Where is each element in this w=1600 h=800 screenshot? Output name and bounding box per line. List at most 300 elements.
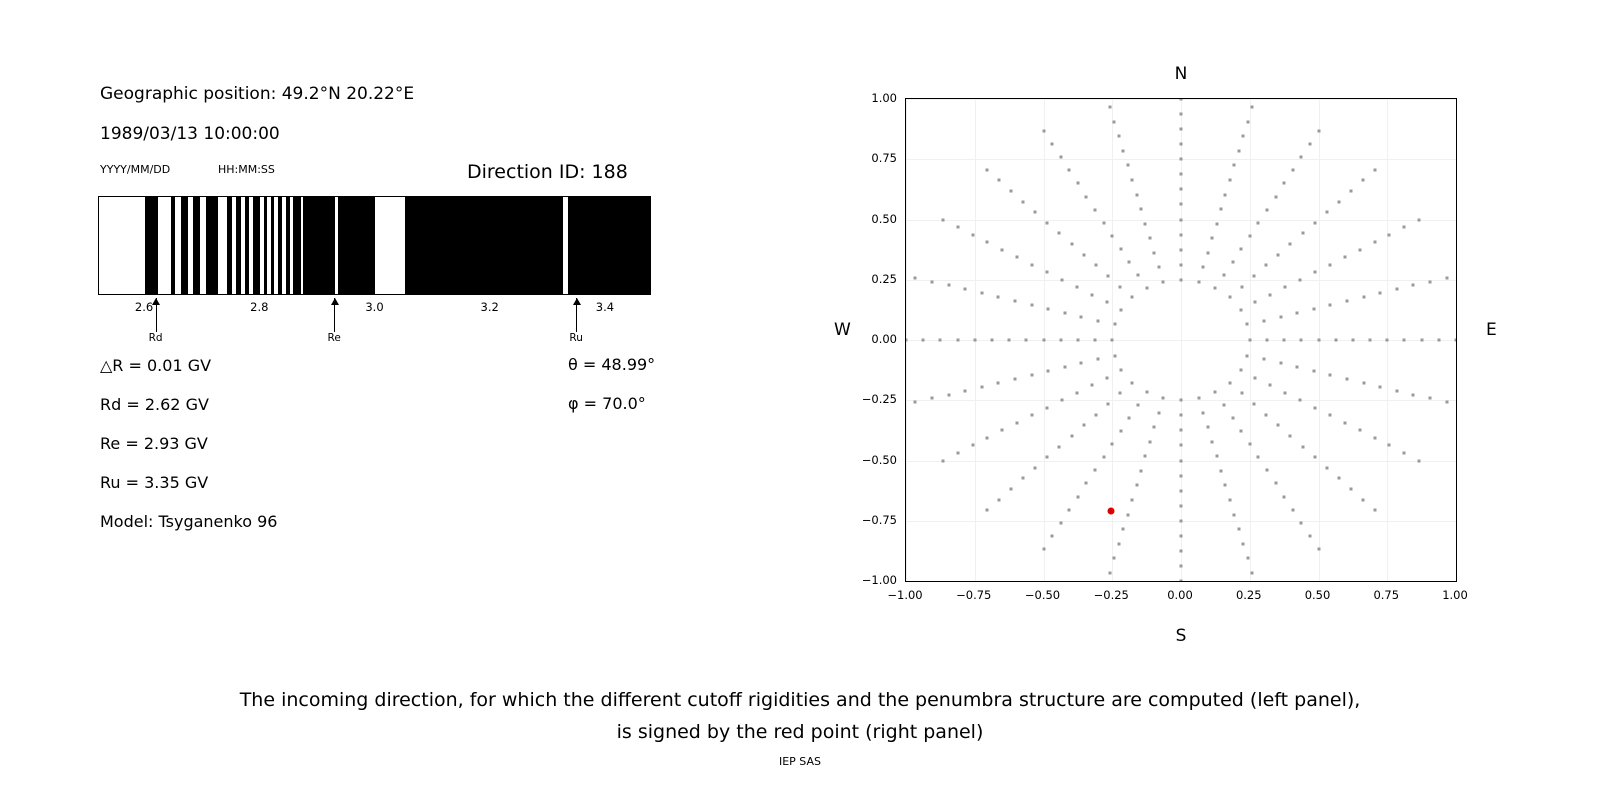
direction-point (1362, 296, 1365, 299)
direction-point (1300, 339, 1303, 342)
direction-point (1022, 477, 1025, 480)
direction-point (985, 509, 988, 512)
direction-point (973, 339, 976, 342)
x-tick-label: 0.75 (1373, 588, 1400, 602)
direction-point (1429, 397, 1432, 400)
direction-point (1025, 339, 1028, 342)
direction-point (941, 459, 944, 462)
y-tick-label: 0.25 (871, 271, 897, 286)
direction-point (1289, 243, 1292, 246)
direction-point (1060, 399, 1063, 402)
direction-point (1313, 271, 1316, 274)
direction-point (1102, 456, 1105, 459)
penumbra-band (206, 197, 218, 294)
direction-point (1180, 113, 1183, 116)
direction-point (939, 339, 942, 342)
penumbra-band (145, 197, 158, 294)
direction-point (1111, 339, 1114, 342)
direction-point (1131, 381, 1134, 384)
x-tick-label: −1.00 (887, 588, 923, 602)
direction-point (1206, 251, 1209, 254)
direction-point (1197, 397, 1200, 400)
direction-point (1263, 319, 1266, 322)
direction-point (980, 292, 983, 295)
direction-point (1085, 482, 1088, 485)
penumbra-band (253, 197, 260, 294)
penumbra-band (303, 197, 335, 294)
direction-point (1031, 414, 1034, 417)
direction-point (1214, 391, 1217, 394)
penumbra-band (271, 197, 274, 294)
direction-point (1231, 260, 1234, 263)
direction-point (1418, 218, 1421, 221)
direction-point (986, 436, 989, 439)
direction-point (1180, 549, 1183, 552)
direction-point (1317, 339, 1320, 342)
direction-point (1145, 391, 1148, 394)
direction-point (1231, 417, 1234, 420)
direction-point (1317, 547, 1320, 550)
direction-point (1180, 248, 1183, 251)
direction-point (1257, 221, 1260, 224)
direction-point (1131, 499, 1134, 502)
axis-label-south: S (1175, 626, 1187, 646)
direction-point (1337, 200, 1340, 203)
direction-point (1437, 339, 1440, 342)
x-tick-label: 0.50 (1304, 588, 1331, 602)
direction-point (1224, 193, 1227, 196)
direction-point (1197, 280, 1200, 283)
direction-point (1075, 391, 1078, 394)
direction-point (1362, 179, 1365, 182)
direction-point (1107, 275, 1110, 278)
direction-point (1228, 381, 1231, 384)
rd-value: Rd = 2.62 GV (100, 395, 209, 414)
direction-point (1162, 397, 1165, 400)
time-format-hint: HH:MM:SS (218, 163, 275, 176)
direction-point (1094, 208, 1097, 211)
direction-point (1126, 164, 1129, 167)
penumbra-tick-label: 3.4 (595, 300, 615, 314)
penumbra-marker-ru (576, 298, 577, 332)
direction-point (1042, 339, 1045, 342)
direction-point (1180, 504, 1183, 507)
direction-point (1265, 339, 1268, 342)
direction-point (1022, 200, 1025, 203)
direction-point (1135, 193, 1138, 196)
x-tick-label: 0.00 (1167, 588, 1193, 602)
direction-point (1117, 542, 1120, 545)
direction-point (1113, 557, 1116, 560)
direction-point (1126, 513, 1129, 516)
direction-point (1108, 106, 1111, 109)
direction-point (1080, 362, 1083, 365)
direction-point (1269, 384, 1272, 387)
direction-point (1030, 374, 1033, 377)
direction-point (990, 339, 993, 342)
direction-point (1284, 286, 1287, 289)
direction-point (930, 397, 933, 400)
direction-point (1144, 455, 1147, 458)
direction-point (1374, 509, 1377, 512)
y-tick-label: 0.00 (871, 332, 897, 346)
direction-point (1058, 232, 1061, 235)
direction-point (1059, 339, 1062, 342)
direction-point (1211, 440, 1214, 443)
direction-point (1240, 247, 1243, 250)
direction-point (997, 498, 1000, 501)
direction-point (1016, 256, 1019, 259)
direction-point (1180, 534, 1183, 537)
direction-point (1119, 247, 1122, 250)
direction-point (1328, 414, 1331, 417)
direction-point (1144, 222, 1147, 225)
direction-point (1135, 484, 1138, 487)
direction-point (1059, 521, 1062, 524)
gridline-horizontal (906, 581, 1456, 582)
penumbra-marker-re (334, 298, 335, 332)
direction-point (971, 444, 974, 447)
gridline-horizontal (906, 340, 1456, 341)
direction-point (1202, 411, 1205, 414)
direction-point (1107, 402, 1110, 405)
y-tick-label: −0.25 (861, 392, 897, 407)
direction-point (1240, 392, 1243, 395)
direction-id-label: Direction ID: 188 (467, 161, 628, 183)
direction-point (1237, 528, 1240, 531)
direction-point (1180, 143, 1183, 146)
x-tick-label: 1.00 (1442, 588, 1468, 602)
direction-point (1283, 182, 1286, 185)
direction-point (1080, 315, 1083, 318)
penumbra-tick-label: 3.0 (365, 300, 384, 314)
theta-value: θ = 48.99° (568, 355, 656, 374)
direction-point (1076, 339, 1079, 342)
direction-point (1031, 263, 1034, 266)
direction-point (1252, 275, 1255, 278)
direction-point (1180, 429, 1183, 432)
direction-point (1063, 311, 1066, 314)
direction-point (1128, 417, 1131, 420)
direction-point (1046, 221, 1049, 224)
axis-label-north: N (1174, 64, 1188, 84)
direction-point (1042, 547, 1045, 550)
direction-point (1009, 488, 1012, 491)
direction-point (1395, 389, 1398, 392)
direction-point (1313, 456, 1316, 459)
direction-point (1034, 466, 1037, 469)
penumbra-marker-label: Rd (148, 332, 163, 344)
direction-point (1139, 208, 1142, 211)
penumbra-marker-label: Re (327, 332, 341, 344)
direction-point (1220, 469, 1223, 472)
direction-point (1308, 143, 1311, 146)
direction-point (1254, 376, 1257, 379)
penumbra-band (245, 197, 250, 294)
direction-point (1180, 188, 1183, 191)
direction-point (1350, 488, 1353, 491)
x-tick-label: 0.25 (1235, 588, 1262, 602)
model-value: Model: Tsyganenko 96 (100, 512, 278, 531)
x-tick-label: −0.50 (1024, 588, 1061, 602)
direction-point (1329, 374, 1332, 377)
direction-point (1325, 211, 1328, 214)
direction-point (1047, 307, 1050, 310)
y-tick-label: −1.00 (861, 573, 897, 587)
direction-point (1445, 276, 1448, 279)
direction-point (1301, 445, 1304, 448)
direction-point (1291, 169, 1294, 172)
direction-point (985, 168, 988, 171)
direction-point (1046, 271, 1049, 274)
direction-point (1388, 444, 1391, 447)
direction-point (1240, 430, 1243, 433)
direction-point (1301, 232, 1304, 235)
direction-point (1180, 173, 1183, 176)
direction-point (1148, 440, 1151, 443)
direction-point (1284, 391, 1287, 394)
direction-point (1051, 143, 1054, 146)
direction-point (1180, 158, 1183, 161)
direction-point (1228, 499, 1231, 502)
direction-point (1082, 424, 1085, 427)
direction-point (1299, 399, 1302, 402)
direction-point (947, 393, 950, 396)
direction-point (1328, 263, 1331, 266)
direction-point (1343, 256, 1346, 259)
direction-point (1279, 315, 1282, 318)
direction-point (1013, 300, 1016, 303)
direction-point (1403, 339, 1406, 342)
direction-point (1429, 280, 1432, 283)
direction-point (1313, 221, 1316, 224)
direction-point (1358, 248, 1361, 251)
direction-point (1228, 296, 1231, 299)
direction-point (1283, 339, 1286, 342)
direction-point (1248, 234, 1251, 237)
direction-point (922, 339, 925, 342)
direction-point (956, 451, 959, 454)
direction-point (1346, 300, 1349, 303)
direction-point (1362, 381, 1365, 384)
penumbra-band (405, 197, 562, 294)
direction-point (914, 401, 917, 404)
direction-point (1420, 339, 1423, 342)
direction-point (1180, 580, 1183, 583)
penumbra-band (278, 197, 283, 294)
direction-point (1334, 339, 1337, 342)
direction-point (1246, 354, 1249, 357)
selected-direction-point[interactable] (1107, 508, 1114, 515)
direction-point (1222, 404, 1225, 407)
datetime-label: 1989/03/13 10:00:00 (100, 124, 280, 144)
direction-point (1034, 211, 1037, 214)
direction-point (1343, 421, 1346, 424)
direction-point (1180, 233, 1183, 236)
direction-point (1094, 413, 1097, 416)
direction-point (1215, 222, 1218, 225)
direction-point (1108, 571, 1111, 574)
direction-point (1265, 208, 1268, 211)
direction-point (1068, 508, 1071, 511)
direction-point (1251, 106, 1254, 109)
direction-point (1016, 421, 1019, 424)
direction-point (1102, 221, 1105, 224)
direction-point (1379, 292, 1382, 295)
direction-point (1308, 534, 1311, 537)
direction-point (1351, 339, 1354, 342)
direction-point (1013, 377, 1016, 380)
direction-point (1009, 189, 1012, 192)
direction-point (1239, 308, 1242, 311)
direction-point (1296, 366, 1299, 369)
direction-point (1291, 508, 1294, 511)
direction-point (1096, 358, 1099, 361)
direction-point (1001, 429, 1004, 432)
direction-point (1120, 369, 1123, 372)
gridline-vertical (1456, 99, 1457, 581)
direction-point (1251, 571, 1254, 574)
direction-point (1105, 376, 1108, 379)
geographic-position-label: Geographic position: 49.2°N 20.22°E (100, 84, 415, 104)
direction-point (1105, 301, 1108, 304)
direction-point (1374, 168, 1377, 171)
direction-point (1042, 130, 1045, 133)
penumbra-band (264, 197, 267, 294)
direction-point (1046, 406, 1049, 409)
direction-point (1228, 178, 1231, 181)
direction-point (1455, 339, 1458, 342)
re-value: Re = 2.93 GV (100, 434, 208, 453)
direction-point (1312, 370, 1315, 373)
direction-point (1070, 243, 1073, 246)
penumbra-band (293, 197, 300, 294)
direction-point (1122, 528, 1125, 531)
penumbra-tick-label: 3.2 (480, 300, 499, 314)
direction-point (1248, 339, 1251, 342)
direction-point (1265, 469, 1268, 472)
direction-point (1060, 278, 1063, 281)
direction-point (1180, 98, 1183, 101)
direction-point (1373, 436, 1376, 439)
direction-point (1300, 156, 1303, 159)
x-tick-label: −0.75 (956, 588, 992, 602)
direction-point (905, 339, 908, 342)
direction-point (1030, 303, 1033, 306)
penumbra-marker-rd (156, 298, 157, 332)
direction-point (1119, 430, 1122, 433)
direction-point (1137, 404, 1140, 407)
figure-caption (0, 684, 1600, 748)
direction-point (1090, 293, 1093, 296)
direction-point (1180, 489, 1183, 492)
direction-point (1139, 469, 1142, 472)
direction-point (1233, 513, 1236, 516)
direction-point (1157, 411, 1160, 414)
direction-point (1180, 459, 1183, 462)
direction-point (1180, 519, 1183, 522)
direction-point (1059, 156, 1062, 159)
direction-point (1412, 284, 1415, 287)
penumbra-bar (98, 196, 651, 295)
direction-point (1299, 278, 1302, 281)
direction-point (964, 288, 967, 291)
direction-point (980, 385, 983, 388)
direction-point (1122, 149, 1125, 152)
penumbra-band (181, 197, 188, 294)
direction-point (1113, 120, 1116, 123)
direction-point (1148, 237, 1151, 240)
direction-point (1240, 285, 1243, 288)
y-tick-label: −0.75 (861, 512, 897, 527)
direction-point (1313, 406, 1316, 409)
direction-point (1094, 339, 1097, 342)
footer-credit: IEP SAS (778, 755, 822, 768)
direction-point (1113, 323, 1116, 326)
direction-point (1085, 195, 1088, 198)
direction-point (1180, 128, 1183, 131)
direction-point (1246, 120, 1249, 123)
delta-r-value: △R = 0.01 GV (100, 356, 212, 375)
direction-point (1157, 266, 1160, 269)
direction-point (971, 233, 974, 236)
direction-point (1180, 218, 1183, 221)
direction-point (1046, 456, 1049, 459)
direction-point (1180, 203, 1183, 206)
direction-point (1211, 237, 1214, 240)
direction-point (947, 284, 950, 287)
direction-point (1246, 557, 1249, 560)
direction-point (997, 381, 1000, 384)
direction-point (1277, 424, 1280, 427)
direction-point (1395, 288, 1398, 291)
direction-point (1214, 286, 1217, 289)
direction-point (1239, 369, 1242, 372)
penumbra-bar-wrap (98, 196, 651, 295)
penumbra-band (286, 197, 291, 294)
direction-point (1242, 542, 1245, 545)
direction-point (1403, 226, 1406, 229)
direction-point (1063, 366, 1066, 369)
direction-point (1248, 443, 1251, 446)
direction-point (1180, 444, 1183, 447)
direction-point (1119, 392, 1122, 395)
direction-point (956, 339, 959, 342)
direction-point (1277, 253, 1280, 256)
direction-point (1068, 169, 1071, 172)
direction-point (1265, 413, 1268, 416)
direction-point (1153, 251, 1156, 254)
date-format-hint: YYYY/MM/DD (100, 163, 171, 176)
direction-point (1224, 484, 1227, 487)
direction-point (914, 276, 917, 279)
direction-point (1418, 459, 1421, 462)
direction-point (1076, 182, 1079, 185)
caption-line-1: The incoming direction, for which the different cutoff rigidities and the penumbra structure are computed (left panel), (239, 689, 1361, 711)
direction-point (1237, 149, 1240, 152)
direction-point (1206, 426, 1209, 429)
direction-point (1120, 308, 1123, 311)
direction-point (964, 389, 967, 392)
direction-point (1269, 293, 1272, 296)
direction-point (1254, 301, 1257, 304)
direction-point (1180, 263, 1183, 266)
direction-point (1379, 385, 1382, 388)
direction-point (1362, 498, 1365, 501)
caption-line-2: is signed by the red point (right panel) (616, 721, 984, 743)
direction-point (1274, 482, 1277, 485)
direction-point (1317, 130, 1320, 133)
